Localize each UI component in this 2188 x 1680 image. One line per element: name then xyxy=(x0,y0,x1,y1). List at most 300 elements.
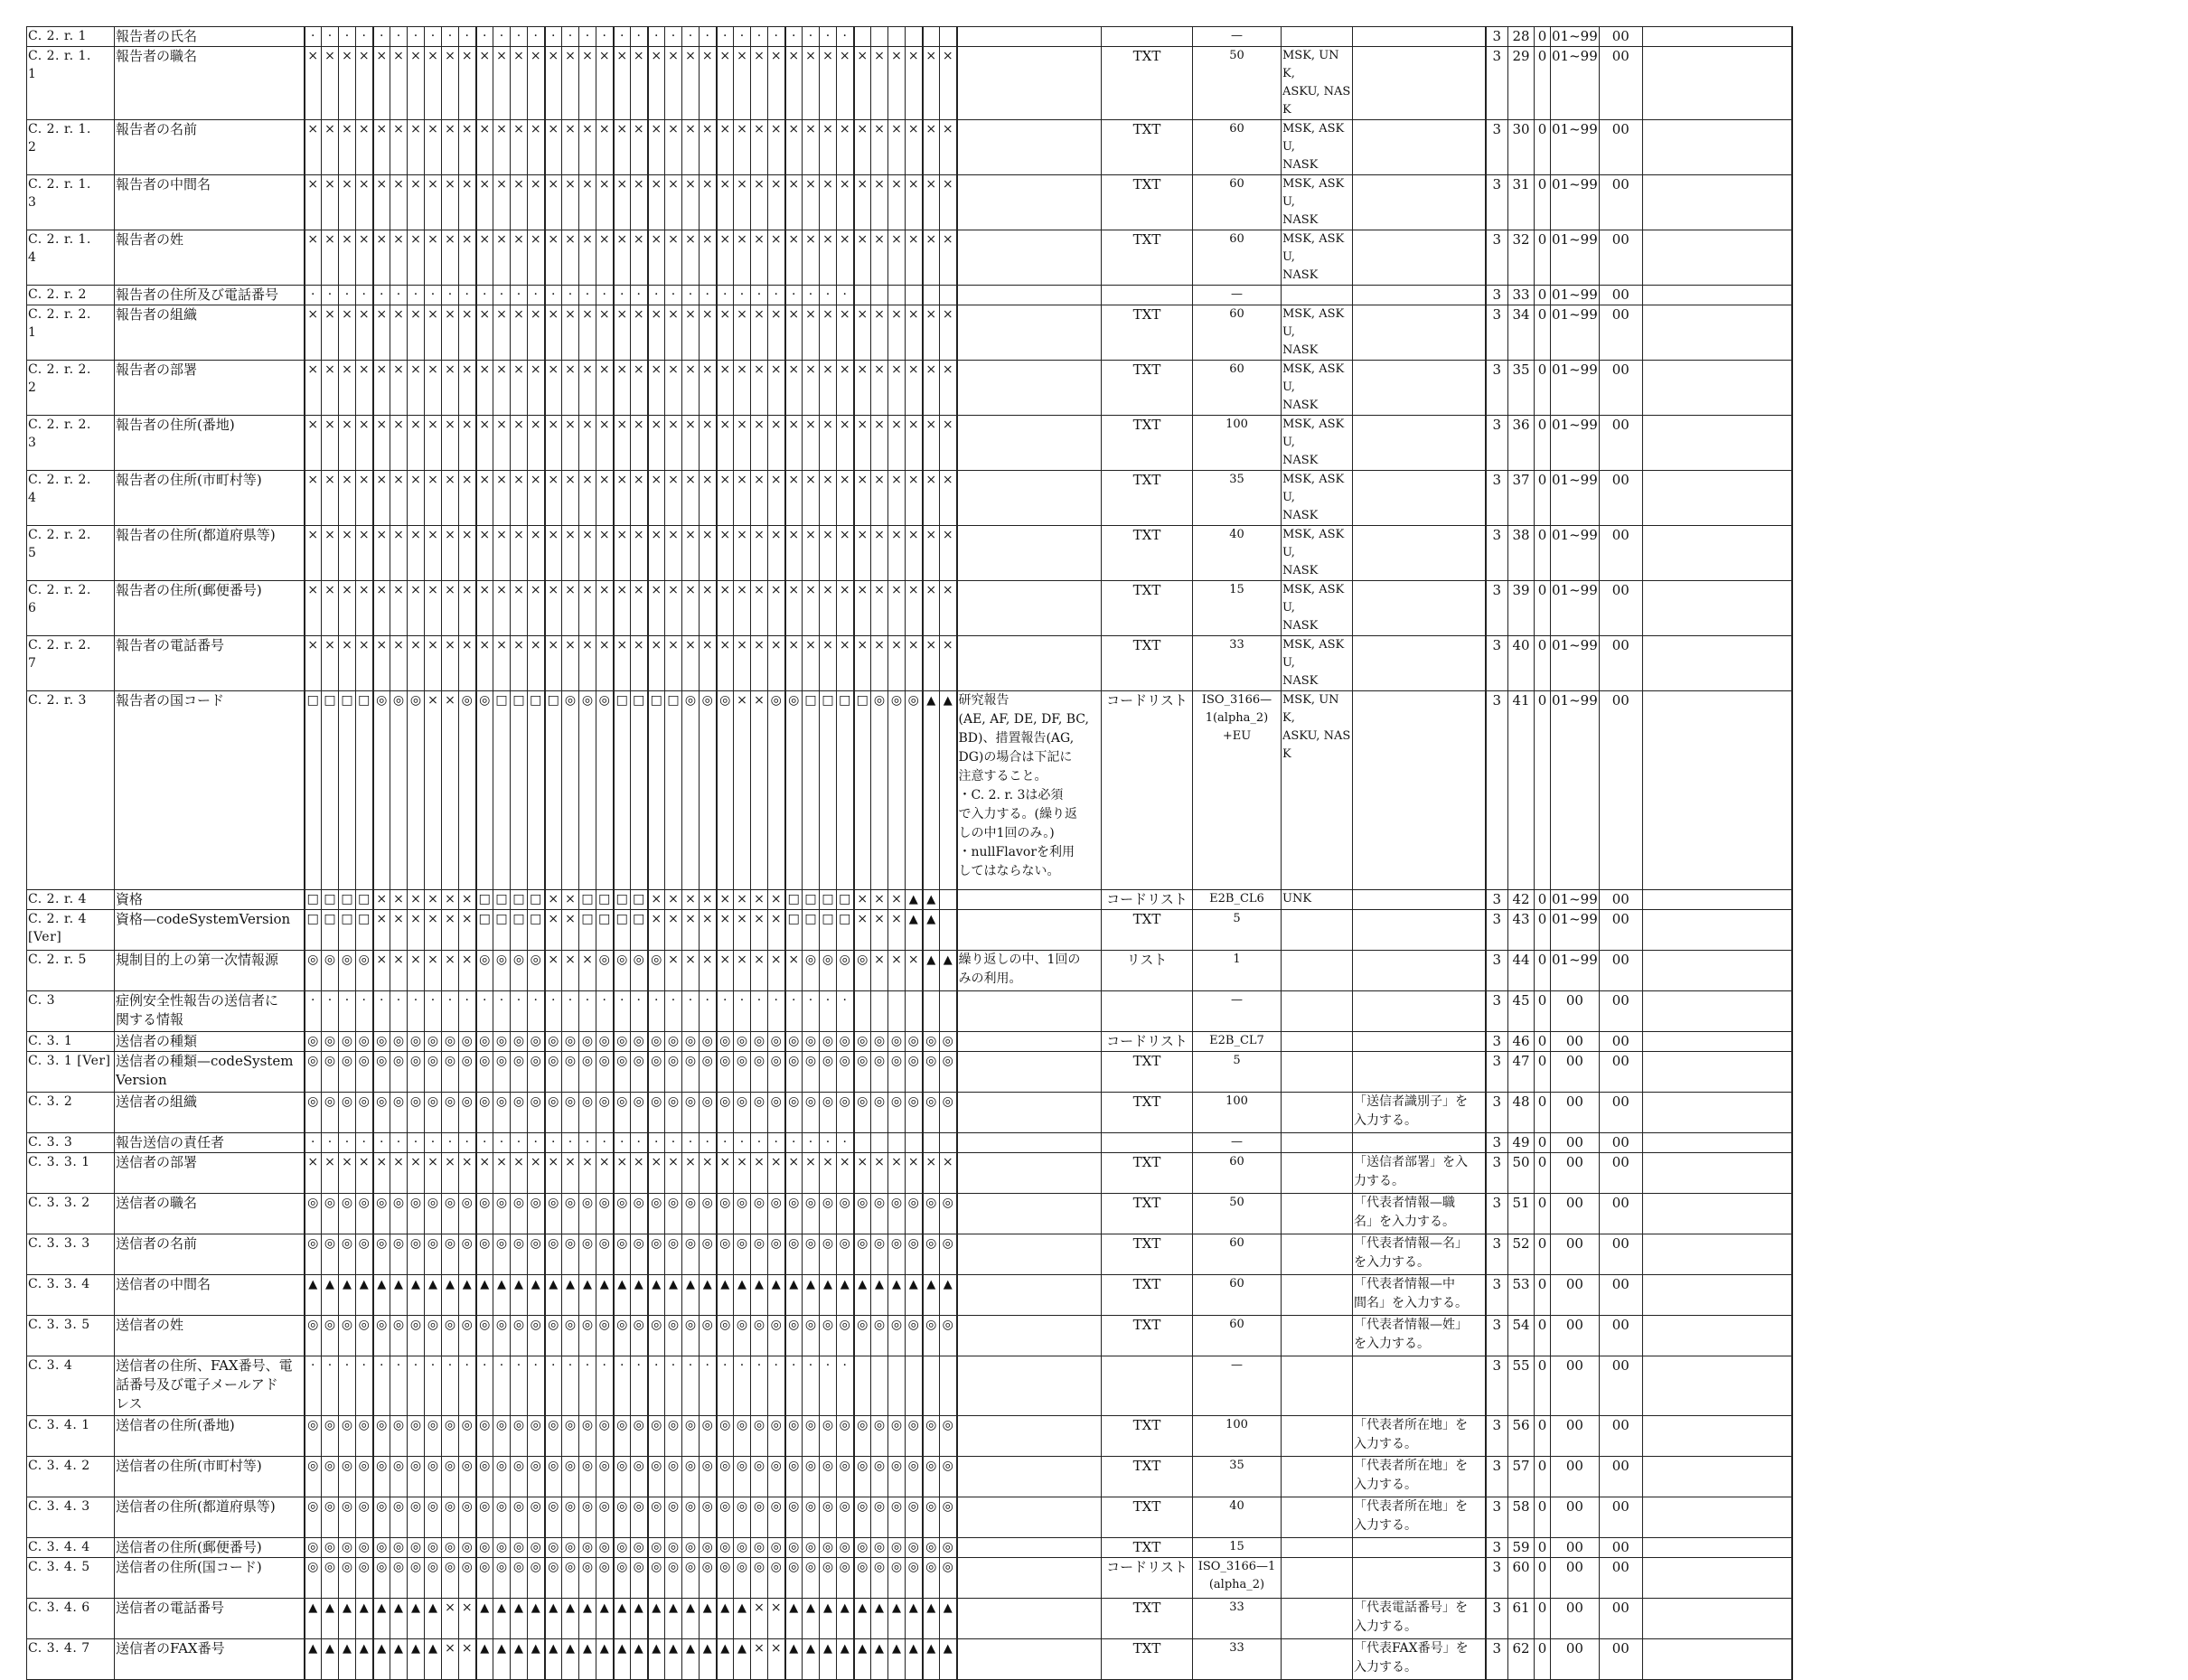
requirement-mark: × xyxy=(837,1153,854,1194)
requirement-mark: ◎ xyxy=(854,1558,871,1599)
requirement-mark: · xyxy=(390,27,408,47)
requirement-mark: × xyxy=(305,526,322,581)
item-note xyxy=(957,1558,1102,1599)
requirement-mark: ◎ xyxy=(940,1538,957,1558)
requirement-mark: × xyxy=(493,361,511,416)
requirement-mark: × xyxy=(356,636,373,691)
requirement-mark: × xyxy=(923,526,940,581)
requirement-mark: ◎ xyxy=(940,1093,957,1133)
requirement-mark: × xyxy=(459,951,476,991)
requirement-mark: ◎ xyxy=(665,1558,682,1599)
requirement-mark: ◎ xyxy=(339,951,356,991)
item-note xyxy=(957,1194,1102,1234)
requirement-mark: × xyxy=(820,120,837,175)
requirement-mark xyxy=(940,890,957,910)
requirement-mark: ▲ xyxy=(493,1639,511,1680)
requirement-mark: × xyxy=(459,471,476,526)
requirement-mark: ◎ xyxy=(648,1194,665,1234)
requirement-mark: · xyxy=(373,286,390,305)
requirement-mark: ◎ xyxy=(579,1497,596,1538)
requirement-mark: ◎ xyxy=(459,1316,476,1356)
requirement-mark: × xyxy=(700,416,717,471)
requirement-mark: × xyxy=(665,910,682,951)
requirement-mark: × xyxy=(888,526,906,581)
requirement-mark: ◎ xyxy=(648,1316,665,1356)
item-id: C. 3. 3. 4 xyxy=(27,1275,115,1316)
input-remark xyxy=(1353,1052,1486,1093)
data-type xyxy=(1102,286,1193,305)
code-e: 00 xyxy=(1599,230,1642,286)
requirement-mark: ◎ xyxy=(390,1558,408,1599)
requirement-mark: ◎ xyxy=(751,1538,768,1558)
requirement-mark: × xyxy=(339,230,356,286)
requirement-mark: ◎ xyxy=(356,1558,373,1599)
requirement-mark xyxy=(854,1356,871,1416)
requirement-mark: ◎ xyxy=(408,1457,425,1497)
requirement-mark: □ xyxy=(511,890,528,910)
requirement-mark: ▲ xyxy=(803,1275,820,1316)
requirement-mark: ◎ xyxy=(768,1093,785,1133)
requirement-mark: × xyxy=(820,581,837,636)
requirement-mark: ◎ xyxy=(785,1457,803,1497)
requirement-mark: ◎ xyxy=(906,1497,923,1538)
requirement-mark: × xyxy=(511,305,528,361)
requirement-mark: × xyxy=(373,305,390,361)
requirement-mark: × xyxy=(373,1153,390,1194)
code-b: 29 xyxy=(1508,47,1535,120)
requirement-mark: ▲ xyxy=(906,890,923,910)
code-a: 3 xyxy=(1486,951,1508,991)
requirement-mark: × xyxy=(545,175,562,230)
requirement-mark: · xyxy=(596,286,614,305)
requirement-mark: ◎ xyxy=(648,1558,665,1599)
requirement-mark: × xyxy=(596,471,614,526)
requirement-mark: × xyxy=(528,361,545,416)
requirement-mark: × xyxy=(442,175,459,230)
requirement-mark: · xyxy=(339,1133,356,1153)
item-id: C. 3. 3. 5 xyxy=(27,1316,115,1356)
input-remark: 「代表者情報—名」 を入力する。 xyxy=(1353,1234,1486,1275)
requirement-mark: × xyxy=(682,636,700,691)
requirement-mark: · xyxy=(425,991,442,1032)
item-name: 送信者の電話番号 xyxy=(115,1599,305,1639)
data-type: TXT xyxy=(1102,1497,1193,1538)
requirement-mark: ◎ xyxy=(871,1032,888,1052)
requirement-mark: ◎ xyxy=(768,1032,785,1052)
requirement-mark: · xyxy=(476,1133,493,1153)
requirement-mark: ◎ xyxy=(459,1558,476,1599)
requirement-mark: × xyxy=(528,47,545,120)
requirement-mark: · xyxy=(648,286,665,305)
requirement-mark: ◎ xyxy=(682,1558,700,1599)
requirement-mark: × xyxy=(785,305,803,361)
requirement-mark: × xyxy=(322,471,339,526)
requirement-mark: ▲ xyxy=(854,1599,871,1639)
item-id: C. 2. r. 2. 1 xyxy=(27,305,115,361)
code-a: 3 xyxy=(1486,1032,1508,1052)
requirement-mark: · xyxy=(734,286,751,305)
requirement-mark: ◎ xyxy=(322,1234,339,1275)
requirement-mark: × xyxy=(751,1599,768,1639)
code-c: 0 xyxy=(1535,951,1551,991)
requirement-mark: ◎ xyxy=(322,1032,339,1052)
requirement-mark: × xyxy=(648,890,665,910)
data-type: TXT xyxy=(1102,1316,1193,1356)
requirement-mark: · xyxy=(596,1133,614,1153)
table-row xyxy=(27,1052,1793,1093)
null-flavor xyxy=(1282,1275,1353,1316)
code-b: 62 xyxy=(1508,1639,1535,1680)
code-b: 47 xyxy=(1508,1052,1535,1093)
item-id: C. 3. 3. 3 xyxy=(27,1234,115,1275)
requirement-mark: ◎ xyxy=(665,1416,682,1457)
requirement-mark: ▲ xyxy=(356,1275,373,1316)
requirement-mark: · xyxy=(631,1133,648,1153)
requirement-mark: ◎ xyxy=(614,1052,631,1093)
requirement-mark: · xyxy=(305,1133,322,1153)
code-e: 00 xyxy=(1599,1538,1642,1558)
requirement-mark: ▲ xyxy=(373,1599,390,1639)
requirement-mark: × xyxy=(665,1153,682,1194)
requirement-mark: ◎ xyxy=(511,1457,528,1497)
table-row xyxy=(27,1558,1793,1599)
requirement-mark: × xyxy=(682,47,700,120)
requirement-mark: × xyxy=(717,890,734,910)
repeat-range: 01~99 xyxy=(1551,27,1600,47)
item-id: C. 3. 1 xyxy=(27,1032,115,1052)
null-flavor xyxy=(1282,1234,1353,1275)
requirement-mark: ◎ xyxy=(734,1558,751,1599)
repeat-range: 00 xyxy=(1551,1052,1600,1093)
requirement-mark: × xyxy=(373,581,390,636)
requirement-mark: × xyxy=(322,47,339,120)
requirement-mark: ◎ xyxy=(751,1558,768,1599)
requirement-mark: ◎ xyxy=(906,1457,923,1497)
requirement-mark: × xyxy=(700,175,717,230)
requirement-mark: × xyxy=(751,230,768,286)
code-e: 00 xyxy=(1599,1052,1642,1093)
code-c: 0 xyxy=(1535,636,1551,691)
item-name: 報告者の中間名 xyxy=(115,175,305,230)
requirement-mark: · xyxy=(717,1356,734,1416)
data-length: 15 xyxy=(1193,581,1282,636)
code-e: 00 xyxy=(1599,581,1642,636)
requirement-mark: · xyxy=(717,1133,734,1153)
requirement-mark: × xyxy=(459,47,476,120)
requirement-mark: · xyxy=(768,1356,785,1416)
requirement-mark: □ xyxy=(356,890,373,910)
input-remark xyxy=(1353,951,1486,991)
requirement-mark: × xyxy=(408,636,425,691)
requirement-mark: ◎ xyxy=(888,1558,906,1599)
requirement-mark: ◎ xyxy=(562,1538,579,1558)
requirement-mark: ◎ xyxy=(459,1052,476,1093)
item-name: 報告者の部署 xyxy=(115,361,305,416)
requirement-mark: · xyxy=(596,27,614,47)
requirement-mark: ◎ xyxy=(631,1457,648,1497)
requirement-mark: × xyxy=(373,230,390,286)
requirement-mark: ◎ xyxy=(614,1234,631,1275)
requirement-mark: × xyxy=(408,120,425,175)
requirement-mark: × xyxy=(785,636,803,691)
item-id: C. 3. 4. 2 xyxy=(27,1457,115,1497)
requirement-mark: × xyxy=(803,581,820,636)
requirement-mark: × xyxy=(408,47,425,120)
requirement-mark: × xyxy=(854,361,871,416)
requirement-mark: × xyxy=(390,230,408,286)
requirement-mark: × xyxy=(888,120,906,175)
code-c: 0 xyxy=(1535,1234,1551,1275)
requirement-mark: ◎ xyxy=(425,1234,442,1275)
requirement-mark: ◎ xyxy=(373,1093,390,1133)
requirement-mark: × xyxy=(648,361,665,416)
requirement-mark: □ xyxy=(631,691,648,890)
item-id: C. 2. r. 2. 7 xyxy=(27,636,115,691)
requirement-mark: ◎ xyxy=(837,1032,854,1052)
requirement-mark: × xyxy=(820,471,837,526)
requirement-mark xyxy=(923,1133,940,1153)
requirement-mark: □ xyxy=(614,890,631,910)
requirement-mark: □ xyxy=(339,691,356,890)
requirement-mark: ◎ xyxy=(700,1032,717,1052)
repeat-range: 01~99 xyxy=(1551,691,1600,890)
requirement-mark: ◎ xyxy=(940,1234,957,1275)
requirement-mark: × xyxy=(562,175,579,230)
code-a: 3 xyxy=(1486,1356,1508,1416)
requirement-mark xyxy=(940,27,957,47)
item-name: 報告者の電話番号 xyxy=(115,636,305,691)
requirement-mark: × xyxy=(871,120,888,175)
requirement-mark: ◎ xyxy=(837,951,854,991)
requirement-mark: ◎ xyxy=(390,1032,408,1052)
requirement-mark: × xyxy=(579,581,596,636)
null-flavor xyxy=(1282,1133,1353,1153)
data-length: 35 xyxy=(1193,1457,1282,1497)
requirement-mark: ◎ xyxy=(408,1497,425,1538)
blank-cell xyxy=(1642,1032,1792,1052)
requirement-mark: ◎ xyxy=(734,1093,751,1133)
requirement-mark xyxy=(888,1133,906,1153)
requirement-mark: ◎ xyxy=(339,1052,356,1093)
requirement-mark: ◎ xyxy=(579,1316,596,1356)
requirement-mark: ▲ xyxy=(442,1275,459,1316)
requirement-mark: ◎ xyxy=(803,1416,820,1457)
requirement-mark: ◎ xyxy=(322,1052,339,1093)
table-row xyxy=(27,120,1793,175)
requirement-mark: ◎ xyxy=(562,1558,579,1599)
requirement-mark: ◎ xyxy=(511,1316,528,1356)
repeat-range: 00 xyxy=(1551,1194,1600,1234)
requirement-mark: × xyxy=(717,416,734,471)
requirement-mark: ◎ xyxy=(906,1316,923,1356)
requirement-mark: ◎ xyxy=(854,1032,871,1052)
requirement-mark: × xyxy=(785,120,803,175)
input-remark: 「送信者識別子」を 入力する。 xyxy=(1353,1093,1486,1133)
requirement-mark: × xyxy=(665,526,682,581)
requirement-mark: × xyxy=(820,1153,837,1194)
requirement-mark: ◎ xyxy=(717,1558,734,1599)
requirement-mark: ◎ xyxy=(322,1316,339,1356)
null-flavor: MSK, ASKU, NASK xyxy=(1282,305,1353,361)
code-e: 00 xyxy=(1599,1558,1642,1599)
requirement-mark: ◎ xyxy=(390,1052,408,1093)
requirement-mark: ◎ xyxy=(820,1457,837,1497)
requirement-mark: ◎ xyxy=(631,1538,648,1558)
requirement-mark: ◎ xyxy=(442,1194,459,1234)
requirement-mark: × xyxy=(923,305,940,361)
requirement-mark: ◎ xyxy=(734,1052,751,1093)
requirement-mark: ◎ xyxy=(940,1457,957,1497)
requirement-mark: × xyxy=(785,951,803,991)
requirement-mark: × xyxy=(356,47,373,120)
requirement-mark: · xyxy=(700,27,717,47)
requirement-mark: ▲ xyxy=(803,1639,820,1680)
requirement-mark: × xyxy=(700,120,717,175)
requirement-mark: × xyxy=(837,120,854,175)
requirement-mark: × xyxy=(476,175,493,230)
requirement-mark: × xyxy=(511,636,528,691)
requirement-mark: × xyxy=(476,230,493,286)
requirement-mark: × xyxy=(871,951,888,991)
requirement-mark: × xyxy=(356,361,373,416)
requirement-mark: ◎ xyxy=(511,1558,528,1599)
requirement-mark: ◎ xyxy=(631,1052,648,1093)
requirement-mark: × xyxy=(820,305,837,361)
requirement-mark: ◎ xyxy=(390,691,408,890)
code-e: 00 xyxy=(1599,1316,1642,1356)
requirement-mark: · xyxy=(631,286,648,305)
requirement-mark: ◎ xyxy=(459,1457,476,1497)
blank-cell xyxy=(1642,1234,1792,1275)
requirement-mark: · xyxy=(820,286,837,305)
requirement-mark: ◎ xyxy=(665,1457,682,1497)
table-row xyxy=(27,1153,1793,1194)
requirement-mark: × xyxy=(734,305,751,361)
requirement-mark: × xyxy=(700,581,717,636)
code-c: 0 xyxy=(1535,910,1551,951)
requirement-mark: · xyxy=(339,991,356,1032)
requirement-mark: × xyxy=(665,581,682,636)
requirement-mark: × xyxy=(940,305,957,361)
requirement-mark: × xyxy=(700,910,717,951)
requirement-mark: ◎ xyxy=(528,1316,545,1356)
requirement-mark: × xyxy=(734,691,751,890)
requirement-mark: · xyxy=(390,1356,408,1416)
requirement-mark: ◎ xyxy=(820,1052,837,1093)
requirement-mark xyxy=(854,1133,871,1153)
requirement-mark: × xyxy=(700,636,717,691)
requirement-mark: ◎ xyxy=(803,1538,820,1558)
requirement-mark: ◎ xyxy=(442,1093,459,1133)
input-remark xyxy=(1353,47,1486,120)
requirement-mark: · xyxy=(785,1356,803,1416)
requirement-mark: × xyxy=(442,230,459,286)
data-length: — xyxy=(1193,991,1282,1032)
requirement-mark: ◎ xyxy=(803,1194,820,1234)
requirement-mark: ◎ xyxy=(906,1194,923,1234)
requirement-mark: × xyxy=(923,416,940,471)
requirement-mark: × xyxy=(476,361,493,416)
requirement-mark: ◎ xyxy=(648,1032,665,1052)
code-a: 3 xyxy=(1486,691,1508,890)
requirement-mark: ◎ xyxy=(648,1234,665,1275)
requirement-mark: ◎ xyxy=(854,1234,871,1275)
requirement-mark: × xyxy=(596,361,614,416)
requirement-mark: × xyxy=(511,1153,528,1194)
blank-cell xyxy=(1642,910,1792,951)
requirement-mark: ◎ xyxy=(562,1194,579,1234)
requirement-mark: ◎ xyxy=(356,1416,373,1457)
requirement-mark: · xyxy=(459,1356,476,1416)
requirement-mark: × xyxy=(614,581,631,636)
requirement-mark: × xyxy=(614,1153,631,1194)
requirement-mark: ◎ xyxy=(614,1558,631,1599)
requirement-mark: × xyxy=(356,471,373,526)
requirement-mark: ◎ xyxy=(820,1194,837,1234)
requirement-mark: · xyxy=(751,1356,768,1416)
requirement-mark: × xyxy=(476,636,493,691)
code-e: 00 xyxy=(1599,1275,1642,1316)
item-id: C. 3. 4. 6 xyxy=(27,1599,115,1639)
requirement-mark: · xyxy=(820,1356,837,1416)
data-length: 60 xyxy=(1193,1275,1282,1316)
requirement-mark: × xyxy=(390,305,408,361)
code-e: 00 xyxy=(1599,951,1642,991)
requirement-mark: × xyxy=(648,471,665,526)
code-a: 3 xyxy=(1486,1599,1508,1639)
blank-cell xyxy=(1642,1558,1792,1599)
item-name: 送信者の住所(番地) xyxy=(115,1416,305,1457)
requirement-mark: × xyxy=(545,910,562,951)
data-length: 60 xyxy=(1193,1316,1282,1356)
item-note xyxy=(957,175,1102,230)
code-b: 31 xyxy=(1508,175,1535,230)
requirement-mark: · xyxy=(734,991,751,1032)
requirement-mark: × xyxy=(631,120,648,175)
requirement-mark: × xyxy=(648,47,665,120)
requirement-mark xyxy=(854,286,871,305)
requirement-mark: ◎ xyxy=(442,1234,459,1275)
requirement-mark: · xyxy=(373,1356,390,1416)
requirement-mark: ◎ xyxy=(305,1316,322,1356)
requirement-mark: × xyxy=(803,471,820,526)
table-row xyxy=(27,361,1793,416)
requirement-mark: ◎ xyxy=(459,1497,476,1538)
requirement-mark: ▲ xyxy=(940,1275,957,1316)
requirement-mark: × xyxy=(888,361,906,416)
requirement-mark: ◎ xyxy=(888,1032,906,1052)
requirement-mark: □ xyxy=(648,691,665,890)
requirement-mark: × xyxy=(442,890,459,910)
requirement-mark: × xyxy=(785,47,803,120)
requirement-mark: × xyxy=(528,526,545,581)
requirement-mark: ◎ xyxy=(803,1032,820,1052)
requirement-mark: × xyxy=(545,581,562,636)
requirement-mark: × xyxy=(906,305,923,361)
requirement-mark: × xyxy=(305,175,322,230)
requirement-mark: × xyxy=(511,47,528,120)
requirement-mark: ◎ xyxy=(528,1052,545,1093)
table-row xyxy=(27,1599,1793,1639)
requirement-mark: □ xyxy=(631,910,648,951)
item-name: 資格—codeSystemVersion xyxy=(115,910,305,951)
requirement-mark: ▲ xyxy=(906,1275,923,1316)
requirement-mark: ◎ xyxy=(390,1194,408,1234)
data-type: TXT xyxy=(1102,230,1193,286)
data-type: TXT xyxy=(1102,526,1193,581)
requirement-mark: × xyxy=(545,636,562,691)
item-note xyxy=(957,1316,1102,1356)
